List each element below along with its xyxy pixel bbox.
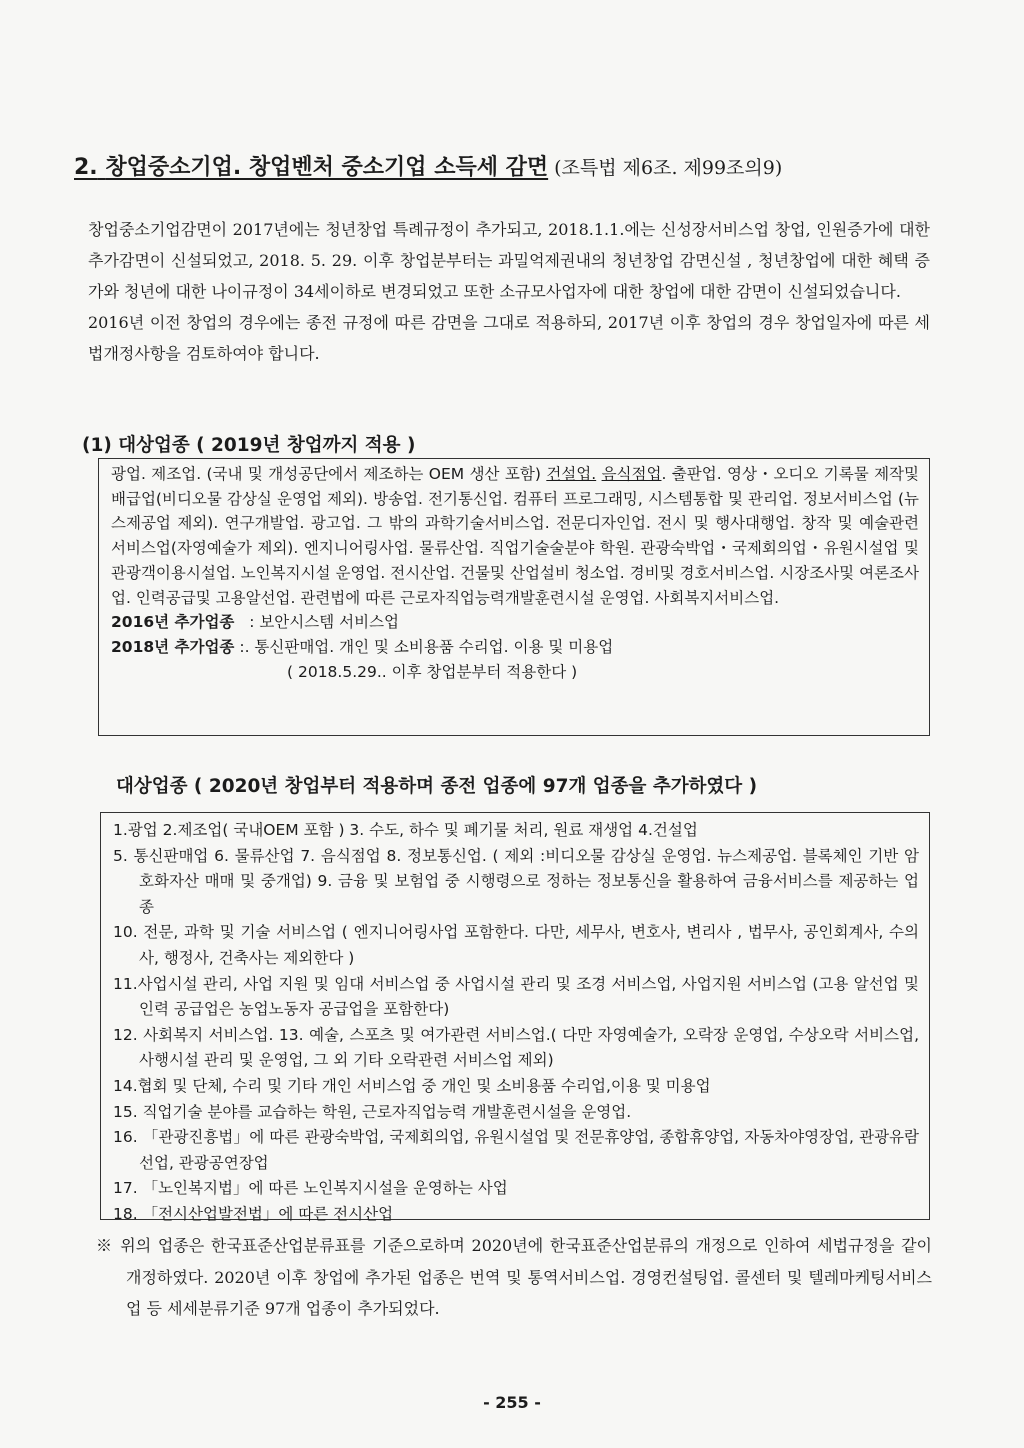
add-2018-row [111,635,919,660]
section-number: 2. [74,155,98,180]
restaurant-underlined: 음식점업 [601,465,662,483]
industry-2020-heading: 대상업종 ( 2020년 창업부터 적용하며 종전 업종에 97개 업종을 추가하였다 ) [116,776,758,797]
industry-item: 18. 「전시산업발전법」에 따른 전시산업 [113,1204,394,1223]
industry-2020-box [100,812,930,1223]
industry-item: 15. 직업기술 분야를 교습하는 학원, 근로자직업능력 개발훈련시설을 운영업. [113,1102,632,1121]
industry-item: 11.사업시설 관리, 사업 지원 및 임대 서비스업 중 사업시설 관리 및 조경 서비스업, 사업지원 서비스업 (고용 알선업 및 인력 공급업은 농업노동자 공급업을 포함한다) [113,974,919,1019]
industry-2019-text-cont: . 출판업. 영상・오디오 기록물 제작및 배급업(비디오물 감상실 운영업 제외). 방송업. 전기통신업. 컴퓨터 프로그래밍, 시스템통합 및 관리업. 정보서비스업 (뉴스제공업 제외). 연구개발업. 광고업. 그 밖의 과학기술서비스업. 전문디자인업. 전시 및 행사대행업. 창작 및 예술관련 서비스업(자영예술가 제외). 엔지니어링사업. 물류산업. 직업기술술분야 학원. 관광숙박업・국제회의업・유원시설업 및 관광객이용시설업. 노인복지시설 운영업. 전시산업. 건물및 산업설비 청소업. 경비및 경호서비스업. 시장조사및 여론조사업. 인력공급및 고용알선업. 관련법에 따른 근로자직업능력개발훈련시설 운영업. 사회복지서비스업. [111,465,919,607]
page-number: - 255 - [483,1393,541,1412]
intro-paragraph: 2016년 이전 창업의 경우에는 종전 규정에 따른 감면을 그대로 적용하되, 2017년 이후 창업의 경우 창업일자에 따른 세법개정사항을 검토하여야 합니다. [88,313,930,363]
industry-item: 17. 「노인복지법」에 따른 노인복지시설을 운영하는 사업 [113,1179,508,1198]
industry-item: 16. 「관광진흥법」에 따른 관광숙박업, 국제회의업, 유원시설업 및 전문휴양업, 종합휴양업, 자동차야영장업, 관광유람선업, 관광공연장업 [113,1128,919,1172]
industry-item: 12. 사회복지 서비스업. 13. 예술, 스포츠 및 여가관련 서비스업.( 다만 자영예술가, 오락장 운영업, 수상오락 서비스업, 사행시설 관리 및 운영업, 그 외 기타 오락관련 서비스업 제외) [113,1025,919,1070]
law-reference: (조특법 제6조. 제99조의9) [554,157,783,179]
add-2018-label: 2018년 추가업종 [111,637,235,656]
add-2016-row [111,610,919,635]
section-title-text: 창업중소기업. 창업벤처 중소기업 소득세 감면 [105,155,549,180]
add-2016-label: 2016년 추가업종 [111,613,235,632]
intro-text [88,214,930,369]
industry-2019-box [98,458,930,736]
industry-item: 10. 전문, 과학 및 기술 서비스업 ( 엔지니어링사업 포함한다. 다만, 세무사, 변호사, 변리사 , 법무사, 공인회계사, 수의사, 행정사, 건축사는 제외한다 ) [113,923,919,967]
section-heading [74,150,974,181]
section-title [74,155,548,180]
industry-2019-heading: (1) 대상업종 ( 2019년 창업까지 적용 ) [82,435,416,456]
add-2016-value: : 보안시스템 서비스업 [249,613,400,632]
industry-item: 5. 통신판매업 6. 물류산업 7. 음식점업 8. 정보통신업. ( 제외 :비디오물 감상실 운영업. 뉴스제공업. 블록체인 기반 암호화자산 매매 및 중개업) 9. 금융 및 보험업 중 시행령으로 정하는 정보통신을 활용하여 금융서비스를 제공하는 업종 [113,846,919,916]
industry-item: 1.광업 2.제조업( 국내OEM 포함 ) 3. 수도, 하수 및 폐기물 처리, 원료 재생업 4.건설업 [113,821,698,839]
add-2018-note: ( 2018.5.29.. 이후 창업분부터 적용한다 ) [287,662,578,681]
industry-2019-text: 광업. 제조업. (국내 및 개성공단에서 제조하는 OEM 생산 포함) [111,465,547,483]
footnote-text: ※ 위의 업종은 한국표준산업분류표를 기준으로하며 2020년에 한국표준산업분류의 개정으로 인하여 세법규정을 같이 개정하였다. 2020년 이후 창업에 추가된 업종은 번역 및 통역서비스업. 경영컨설팅업. 콜센터 및 텔레마케팅서비스업 등 세세분류기준 97개 업종이 추가되었다. [96,1236,932,1318]
footnote [96,1230,932,1325]
intro-paragraph: 창업중소기업감면이 2017년에는 청년창업 특례규정이 추가되고, 2018.1.1.에는 신성장서비스업 창업, 인원증가에 대한 추가감면이 신설되었고, 2018. 5. 29. 이후 창업분부터는 과밀억제권내의 청년창업 감면신설 , 청년창업에 대한 혜택 증가와 청년에 대한 나이규정이 34세이하로 변경되었고 또한 소규모사업자에 대한 창업에 대한 감면이 신설되었습니다. [88,220,930,301]
construction-underlined: 건설업. [546,465,597,483]
industry-item: 14.협회 및 단체, 수리 및 기타 개인 서비스업 중 개인 및 소비용품 수리업,이용 및 미용업 [113,1076,711,1095]
industry-2019-list [111,462,919,610]
add-2018-value: :. 통신판매업. 개인 및 소비용품 수리업. 이용 및 미용업 [239,637,614,656]
